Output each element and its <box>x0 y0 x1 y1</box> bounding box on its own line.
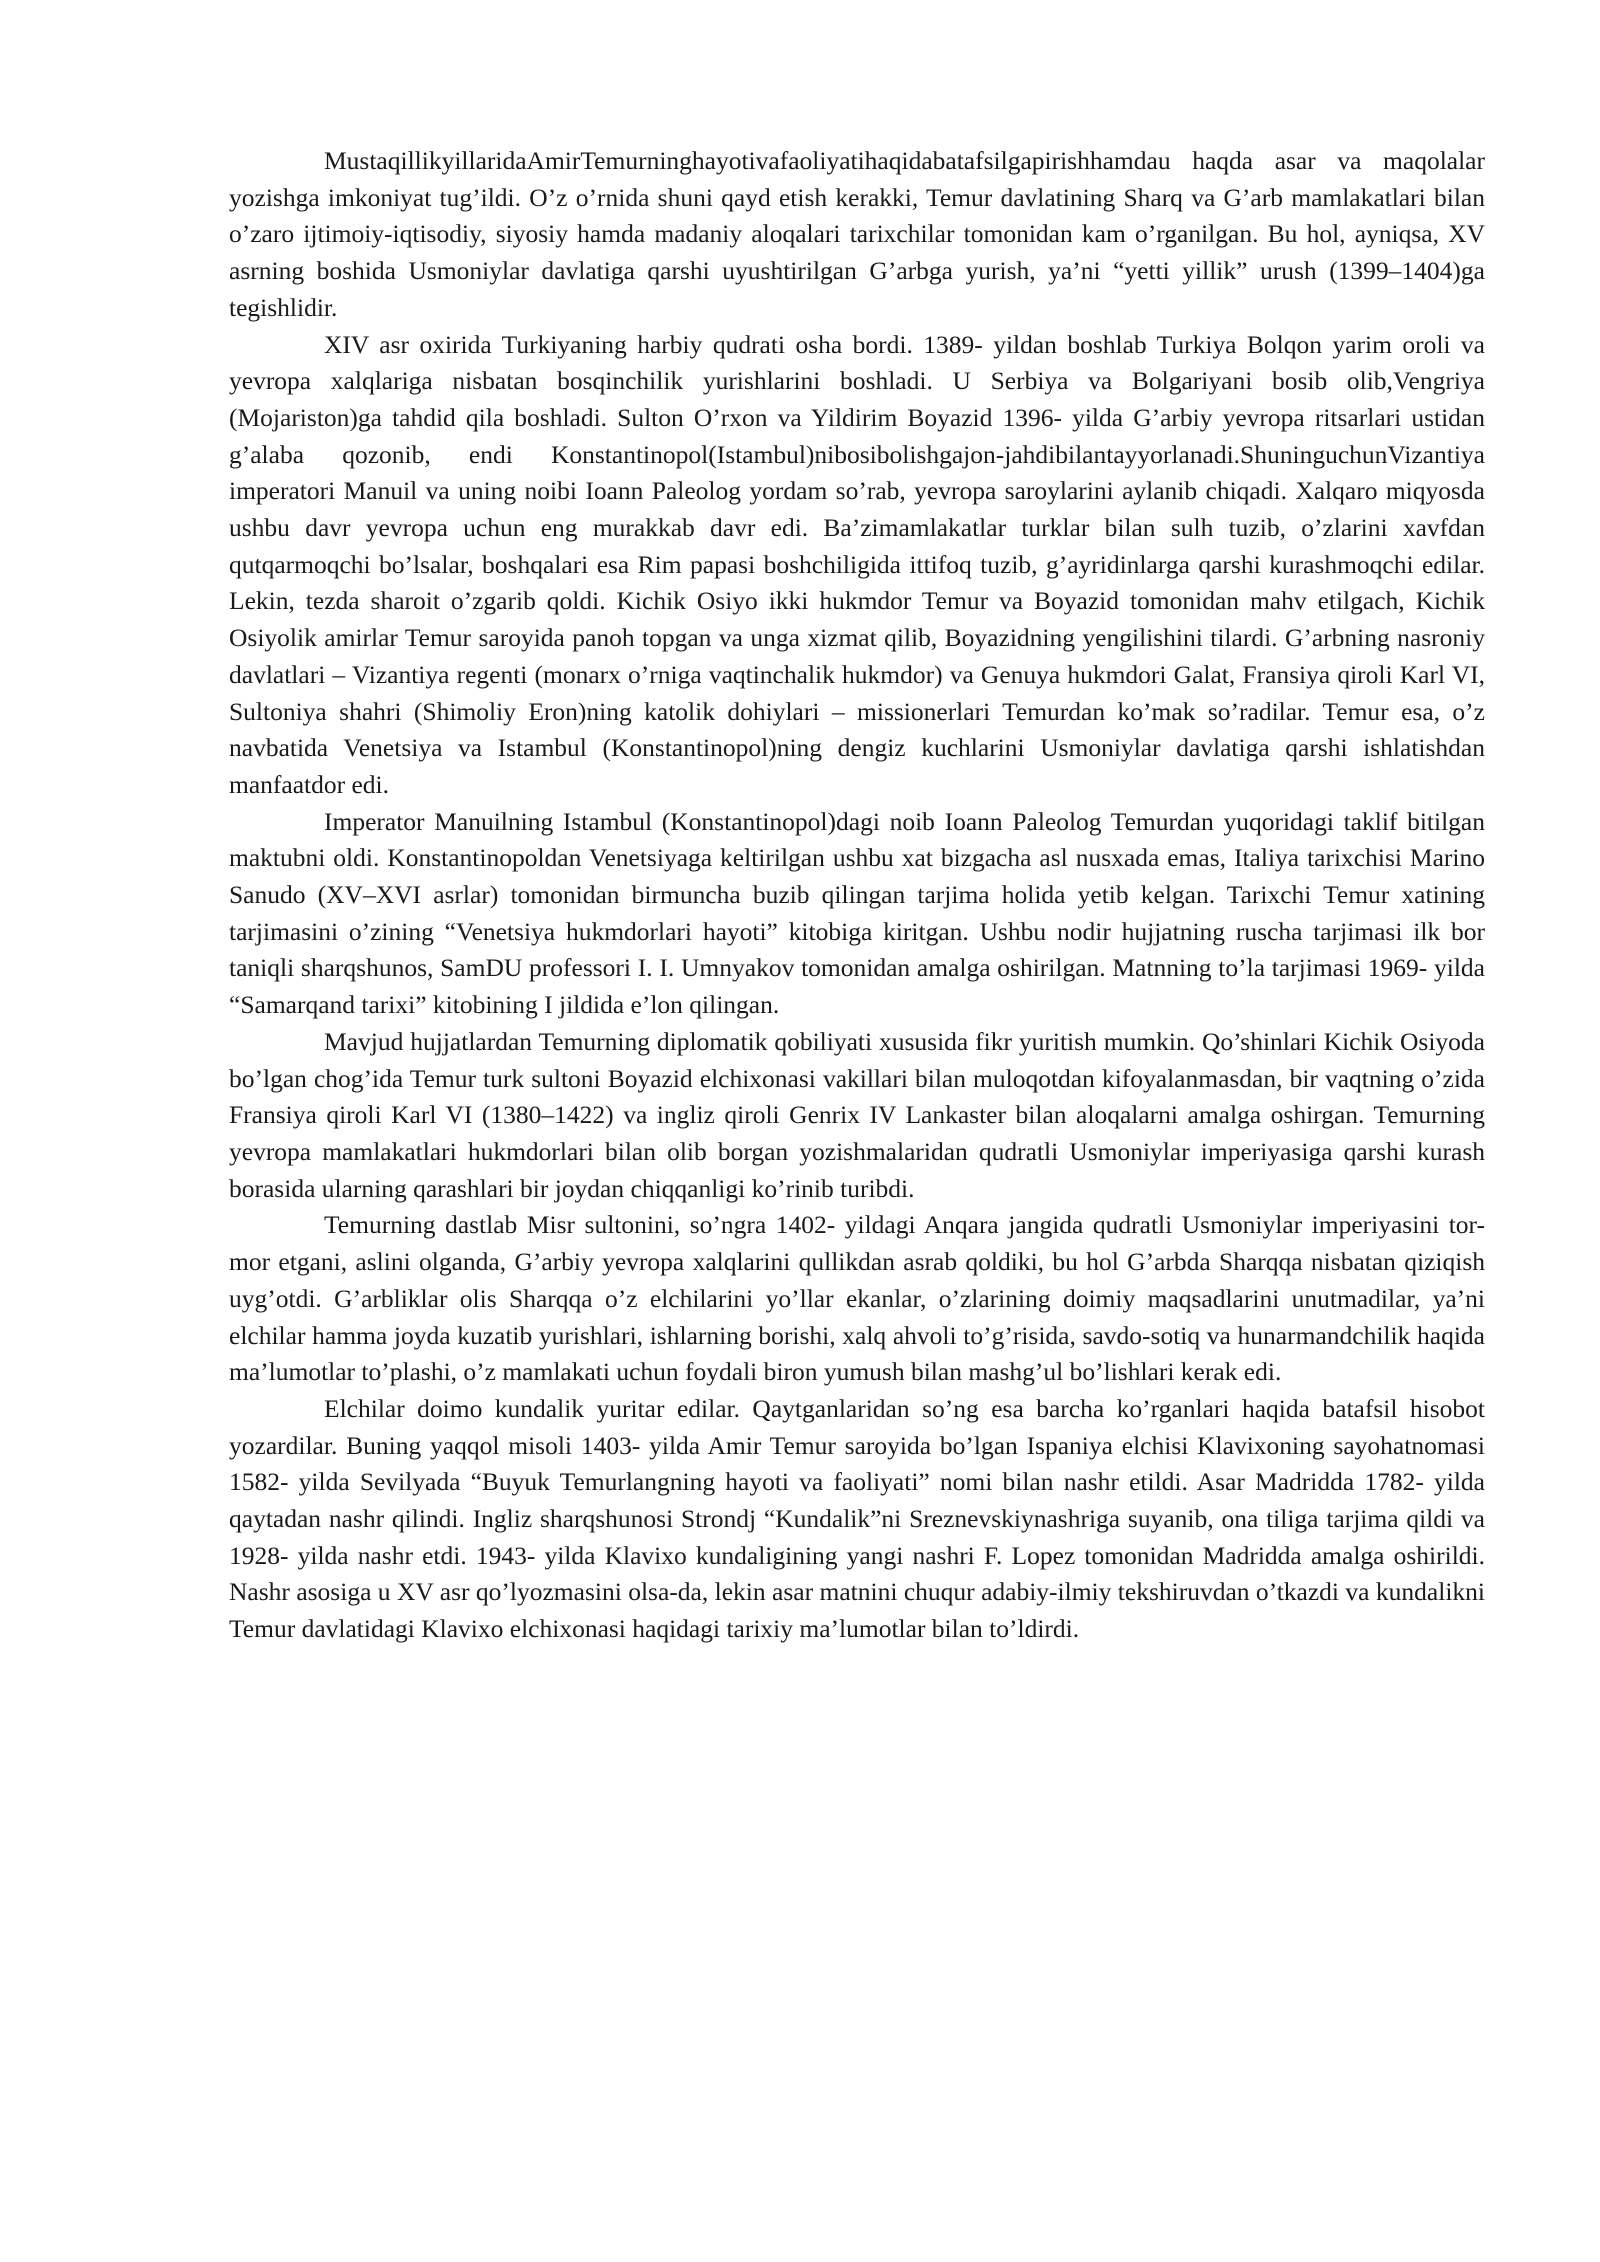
paragraph-ambassadors-diaries: Elchilar doimo kundalik yuritar edilar. Qaytganlaridan so’ng esa barcha ko’rganlari haqida batafsil hisobot yozardilar. Buning yaqqol misoli 1403- yilda Amir Temur saroyida bo’lgan Ispaniya elchisi Klavixoning sayohatnomasi 1582- yilda Sevilyada “Buyuk Temurlangning hayoti va faoliyati” nomi bilan nashr etildi. Asar Madridda 1782- yilda qaytadan nashr qilindi. Ingliz sharqshunosi Strondj “Kundalik”ni Sreznevskiynashriga suyanib, ona tiliga tarjima qildi va 1928- yilda nashr etdi. 1943- yilda Klavixo kundaligining yangi nashri F. Lopez tomonidan Madridda amalga oshirildi. Nashr asosiga u XV asr qo’lyozmasini olsa-da, lekin asar matnini chuqur adabiy-ilmiy tekshiruvdan o’tkazdi va kundalikni Temur davlatidagi Klavixo elchixonasi haqidagi tarixiy ma’lumotlar bilan to’ldirdi. <box>229 1393 1485 1644</box>
paragraph-turkey-military-power: XIV asr oxirida Turkiyaning harbiy qudrati osha bordi. 1389- yildan boshlab Turkiya Bolqon yarim oroli va yevropa xalqlariga nisbatan bosqinchilik yurishlarini boshladi. U Serbiya va Bolgariyani bosib olib,Vengriya (Mojariston)ga tahdid qila boshladi. Sulton O’rxon va Yildirim Boyazid 1396- yilda G’arbiy yevropa ritsarlari ustidan g’alaba qozonib, endi Konstantinopol(Istambul)nibosibolishgajon-jahdibilantayyorlanadi.ShuninguchunVizantiya imperatori Manuil va uning noibi Ioann Paleolog yordam so’rab, yevropa saroylarini aylanib chiqadi. Xalqaro miqyosda ushbu davr yevropa uchun eng murakkab davr edi. Ba’zimamlakatlar turklar bilan sulh tuzib, o’zlarini xavfdan qutqarmoqchi bo’lsalar, boshqalari esa Rim papasi boshchiligida ittifoq tuzib, g’ayridinlarga qarshi kurashmoqchi edilar. Lekin, tezda sharoit o’zgarib qoldi. Kichik Osiyo ikki hukmdor Temur va Boyazid tomonidan mahv etilgach, Kichik Osiyolik amirlar Temur saroyida panoh topgan va unga xizmat qilib, Boyazidning yengilishini tilardi. G’arbning nasroniy davlatlari – Vizantiya regenti (monarx o’rniga vaqtinchalik hukmdor) va Genuya hukmdori Galat, Fransiya qiroli Karl VI, Sultoniya shahri (Shimoliy Eron)ning katolik dohiylari – missionerlari Temurdan ko’mak so’radilar. Temur esa, o’z navbatida Venetsiya va Istambul (Konstantinopol)ning dengiz kuchlarini Usmoniylar davlatiga qarshi ishlatishdan manfaatdor edi. <box>229 329 1485 799</box>
document-page <box>229 143 1485 1648</box>
paragraph-emperor-manuil-letter: Imperator Manuilning Istambul (Konstantinopol)dagi noib Ioann Paleolog Temurdan yuqoridagi taklif bitilgan maktubni oldi. Konstantinopoldan Venetsiyaga keltirilgan ushbu xat bizgacha asl nusxada emas, Italiya tarixchisi Marino Sanudo (XV–XVI asrlar) tomonidan birmuncha buzib qilingan tarjima holida yetib kelgan. Tarixchi Temur xatining tarjimasini o’zining “Venetsiya hukmdorlari hayoti” kitobiga kiritgan. Ushbu nodir hujjatning ruscha tarjimasi ilk bor taniqli sharqshunos, SamDU professori I. I. Umnyakov tomonidan amalga oshirilgan. Matnning to’la tarjimasi 1969- yilda “Samarqand tarixi” kitobining I jildida e’lon qilingan. <box>229 806 1485 1020</box>
paragraph-diplomatic-ability: Mavjud hujjatlardan Temurning diplomatik qobiliyati xususida fikr yuritish mumkin. Qo’shinlari Kichik Osiyoda bo’lgan chog’ida Temur turk sultoni Boyazid elchixonasi vakillari bilan muloqotdan kifoyalanmasdan, bir vaqtning o’zida Fransiya qiroli Karl VI (1380–1422) va ingliz qiroli Genrix IV Lankaster bilan aloqalarni amalga oshirgan. Temurning yevropa mamlakatlari hukmdorlari bilan olib borgan yozishmalaridan qudratli Usmoniylar imperiyasiga qarshi kurash borasida ularning qarashlari bir joydan chiqqanligi ko’rinib turibdi. <box>229 1026 1485 1203</box>
paragraph-ankara-battle: Temurning dastlab Misr sultonini, so’ngra 1402- yildagi Anqara jangida qudratli Usmoniylar imperiyasini tor-mor etgani, aslini olganda, G’arbiy yevropa xalqlarini qullikdan asrab qoldiki, bu hol G’arbda Sharqqa nisbatan qiziqish uyg’otdi. G’arbliklar olis Sharqqa o’z elchilarini yo’llar ekanlar, o’zlarining doimiy maqsadlarini unutmadilar, ya’ni elchilar hamma joyda kuzatib yurishlari, ishlarning borishi, xalq ahvoli to’g’risida, savdo-sotiq va hunarmandchilik haqida ma’lumotlar to’plashi, o’z mamlakati uchun foydali biron yumush bilan mashg’ul bo’lishlari kerak edi. <box>229 1210 1485 1387</box>
paragraph-independence-years: MustaqillikyillaridaAmirTemurninghayotivafaoliyatihaqidabatafsilgapirishhamdau haqda asar va maqolalar yozishga imkoniyat tug’ildi. O’z o’rnida shuni qayd etish kerakki, Temur davlatining Sharq va G’arb mamlakatlari bilan o’zaro ijtimoiy-iqtisodiy, siyosiy hamda madaniy aloqalari tarixchilar tomonidan kam o’rganilgan. Bu hol, ayniqsa, XV asrning boshida Usmoniylar davlatiga qarshi uyushtirilgan G’arbga yurish, ya’ni “yetti yillik” urush (1399–1404)ga tegishlidir. <box>229 146 1485 322</box>
